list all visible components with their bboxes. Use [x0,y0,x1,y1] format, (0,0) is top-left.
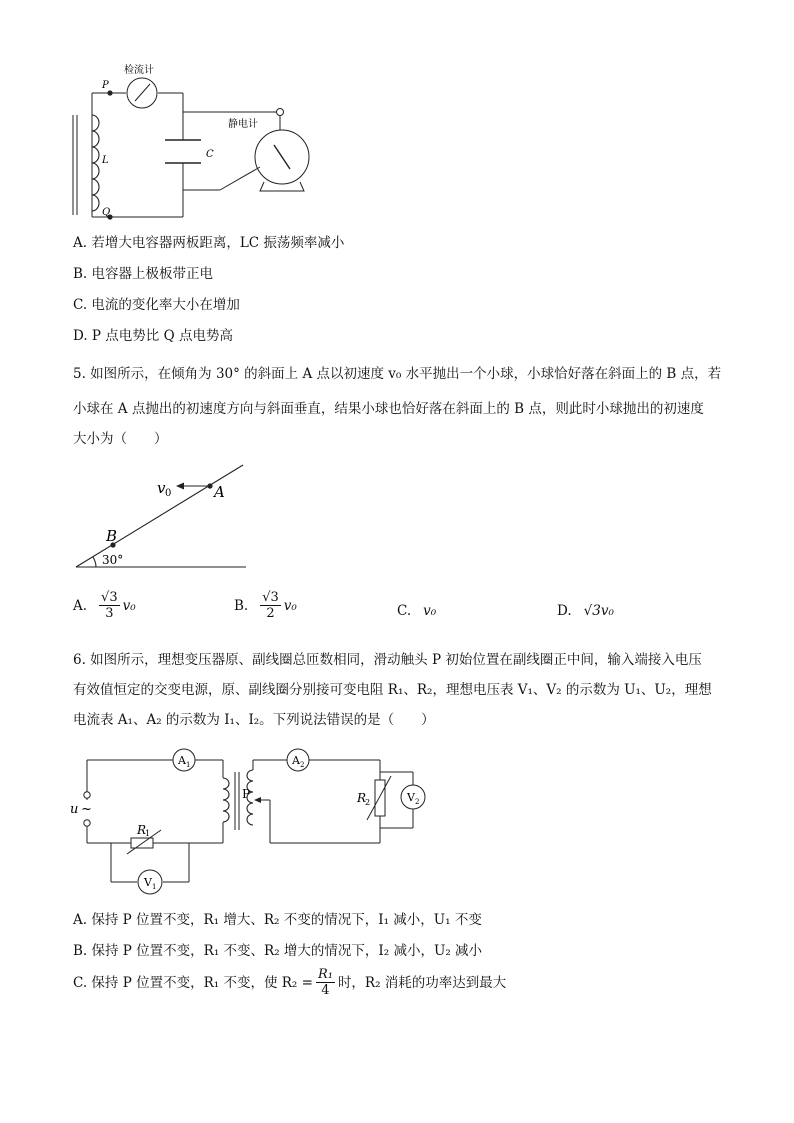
q5-option-c-label: C. [397,603,412,619]
lc-circuit-figure [60,55,320,230]
electrometer-terminal [277,109,284,116]
q6-option-c [73,967,506,998]
point-a-dot [207,483,212,488]
q5-option-b-label: B. [234,597,249,614]
q6-stem-line2: 有效值恒定的交变电源，原、副线圈分别接可变电阻 R₁、R₂，理想电压表 V₁、V₂ 的示数为 U₁、U₂，理想 [73,682,712,698]
slider-p-arrowhead [254,797,261,803]
q4-option-b: B. 电容器上极板带正电 [73,266,214,282]
source-ac-symbol: ~ [81,802,92,817]
q4-option-d: D. P 点电势比 Q 点电势高 [73,328,233,344]
source-u-label: u [70,802,79,817]
q5-option-c [397,603,436,619]
primary-coil [223,778,229,822]
q5-option-c-value: v₀ [423,603,437,619]
ammeter-a1-sub: 1 [186,761,191,769]
label-p: P [102,80,109,91]
q5-option-b-num: √3 [262,590,279,605]
q4-option-c: C. 电流的变化率大小在增加 [73,297,240,313]
q5-stem-line1: 5. 如图所示，在倾角为 30° 的斜面上 A 点以初速度 v₀ 水平抛出一个小球，小球恰好落在斜面上的 B 点，若 [73,366,722,382]
label-l: L [102,155,109,166]
q5-option-d-value: √3v₀ [583,603,614,619]
q4-option-a: A. 若增大电容器两板距离，LC 振荡频率减小 [73,235,345,251]
q5-option-b [234,590,297,621]
q5-option-b-den: 2 [266,606,275,621]
r1-subscript: 1 [145,829,151,838]
voltmeter-v2-sub: 2 [415,798,420,806]
label-b: B [106,527,118,545]
incline-figure [70,460,260,575]
q6-option-c-suffix: 时，R₂ 消耗的功率达到最大 [337,974,507,991]
q6-option-c-den: 4 [321,983,330,998]
galvanometer-label: 检流计 [124,65,154,76]
ammeter-a1-label: A [178,754,186,767]
q5-option-a-label: A. [73,597,88,614]
inductor-coil [92,115,99,211]
ammeter-a2-label: A [292,754,300,767]
v0-subscript: 0 [165,488,172,499]
q5-option-d-label: D. [557,603,572,619]
slider-p-label: P [242,787,251,801]
r2-label: R [357,791,367,805]
q5-option-a-fraction [99,590,120,621]
ammeter-a2-sub: 2 [300,761,305,769]
voltmeter-v2-label: V [407,791,415,804]
q6-option-b: B. 保持 P 位置不变，R₁ 不变、R₂ 增大的情况下，I₂ 减小，U₂ 减小 [73,943,483,959]
angle-label: 30° [102,553,124,567]
transformer-circuit-figure [65,740,425,895]
q5-option-a [73,590,136,621]
q6-option-c-num: R₁ [317,967,333,982]
q5-option-b-fraction [260,590,281,621]
q6-option-c-prefix: C. 保持 P 位置不变，R₁ 不变，使 R₂ = [73,974,313,991]
q6-option-a: A. 保持 P 位置不变，R₁ 增大、R₂ 不变的情况下，I₁ 减小，U₁ 不变 [73,912,482,928]
point-p-dot [107,90,112,95]
q6-stem-line1: 6. 如图所示，理想变压器原、副线圈总匝数相同，滑动触头 P 初始位置在副线圈正中间，输入端接入电压 [73,652,702,668]
q5-stem-line2: 小球在 A 点抛出的初速度方向与斜面垂直，结果小球也恰好落在斜面上的 B 点，则此时小球抛出的初速度 [73,401,704,417]
q5-stem-line3: 大小为（ ） [73,431,168,447]
velocity-arrowhead [176,483,184,490]
label-c: C [206,149,214,160]
q6-stem-line3: 电流表 A₁、A₂ 的示数为 I₁、I₂。下列说法错误的是（ ） [73,712,435,728]
label-a: A [214,483,225,501]
voltmeter-v1-label: V [144,876,152,889]
q6-option-c-fraction [316,967,335,998]
voltmeter-v1-sub: 1 [152,883,157,891]
q5-option-a-var: v₀ [122,597,136,614]
r2-subscript: 2 [365,798,371,807]
v0-label: v [157,479,166,497]
label-q: Q [102,207,111,218]
r1-label: R [137,823,147,837]
q5-option-a-num: √3 [101,590,118,605]
q5-option-d [557,603,614,619]
q5-option-a-den: 3 [105,606,114,621]
electrometer-label: 静电计 [228,119,258,130]
q5-option-b-var: v₀ [283,597,297,614]
